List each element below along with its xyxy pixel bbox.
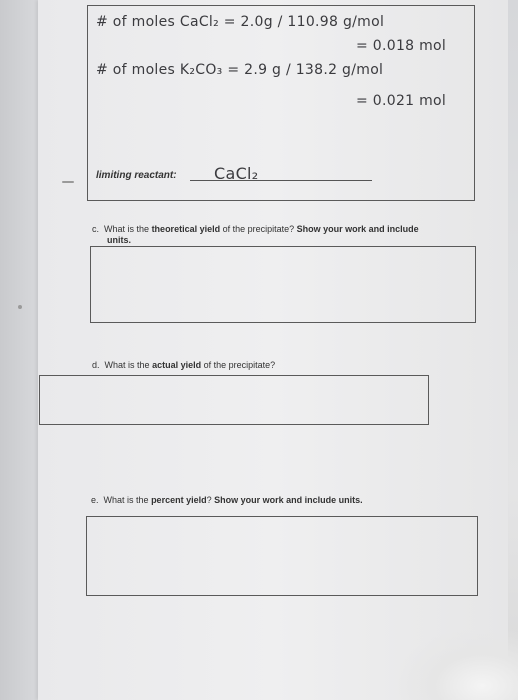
lighting-glare [398, 630, 518, 700]
handwritten-moles-cacl2: # of moles CaCl₂ = 2.0g / 110.98 g/mol [96, 14, 385, 30]
question-c-text-pre: What is the [104, 224, 152, 234]
page-mark-2 [62, 181, 74, 183]
question-c-bold-2: Show your work and include [296, 224, 419, 234]
question-e-bold-2: Show your work and include units. [214, 495, 363, 505]
question-e-letter: e. [91, 495, 99, 505]
question-e-text-pre: What is the [103, 495, 152, 505]
question-e [91, 495, 363, 505]
question-d-text-post: of the precipitate? [201, 360, 276, 370]
question-d-text-pre: What is the [104, 360, 153, 370]
question-c-line-2 [107, 235, 131, 245]
page-mark-1 [18, 305, 22, 309]
question-c-bold-3: units. [107, 235, 131, 245]
actual-yield-answer-box[interactable] [39, 375, 429, 425]
question-e-bold-1: percent yield [151, 495, 207, 505]
question-c-text-mid: of the precipitate? [220, 224, 297, 234]
handwritten-moles-cacl2-result: = 0.018 mol [356, 38, 447, 54]
background-edge [0, 0, 40, 700]
question-d-bold-1: actual yield [152, 360, 202, 370]
question-c [92, 224, 419, 234]
question-e-text-mid: ? [206, 495, 215, 505]
question-c-bold-1: theoretical yield [151, 224, 221, 234]
handwritten-moles-k2co3: # of moles K₂CO₃ = 2.9 g / 138.2 g/mol [96, 62, 384, 78]
handwritten-moles-k2co3-result: = 0.021 mol [356, 93, 447, 109]
limiting-reactant-label: limiting reactant: [96, 170, 177, 181]
percent-yield-answer-box[interactable] [86, 516, 478, 596]
question-c-letter: c. [92, 224, 100, 234]
handwritten-limiting-reactant: CaCl₂ [214, 164, 259, 183]
question-d-letter: d. [92, 360, 100, 370]
theoretical-yield-answer-box[interactable] [90, 246, 476, 323]
question-d [92, 360, 275, 370]
